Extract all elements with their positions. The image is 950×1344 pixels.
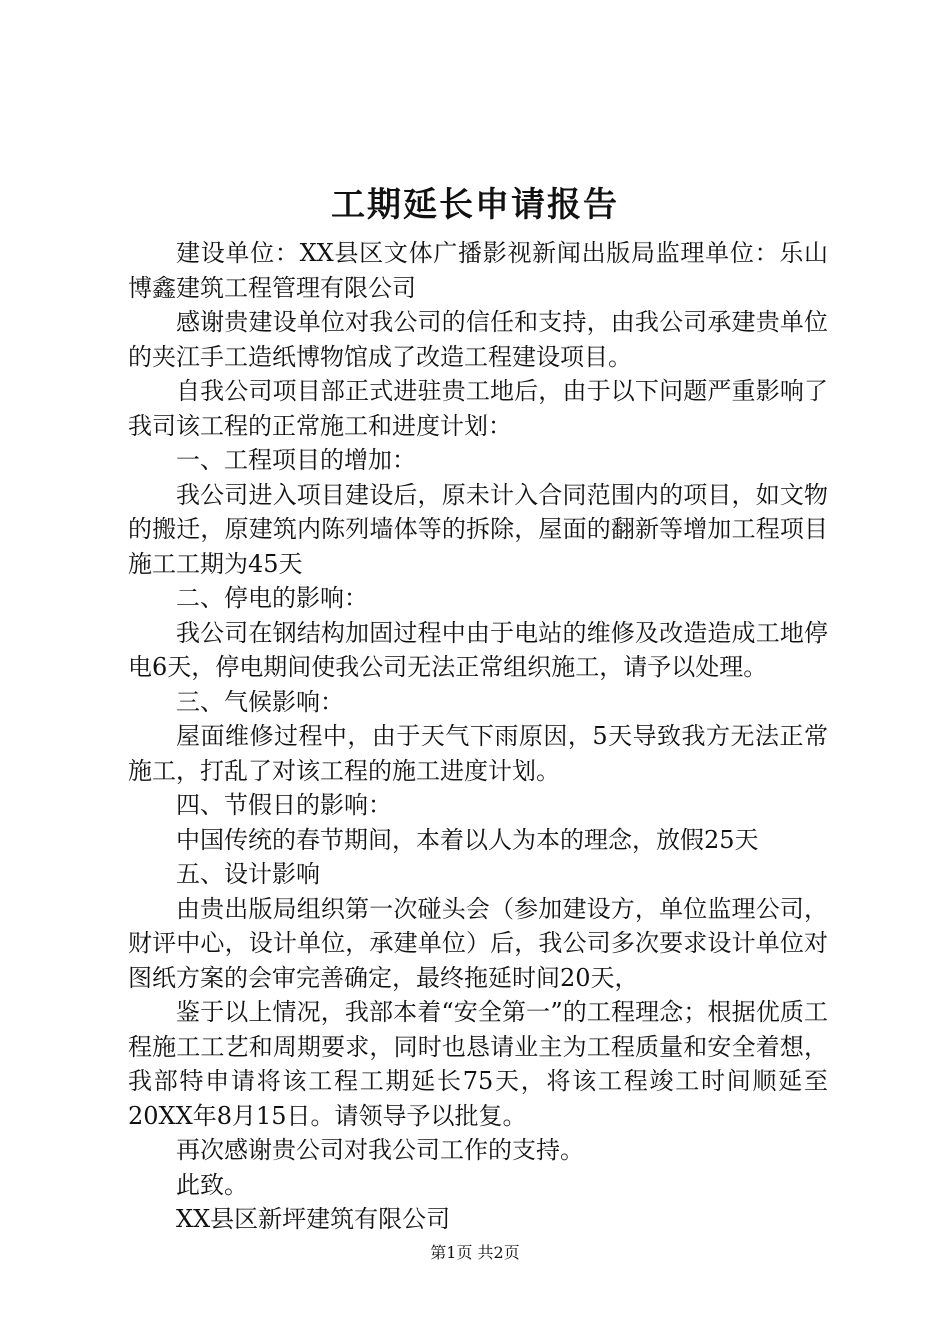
- paragraph-intro: 自我公司项目部正式进驻贵工地后，由于以下问题严重影响了我司该工程的正常施工和进度计划：: [128, 377, 828, 440]
- paragraph-recipients: 建设单位：XX县区文体广播影视新闻出版局监理单位：乐山博鑫建筑工程管理有限公司: [128, 239, 828, 302]
- paragraph-request: 鉴于以上情况，我部本着“安全第一”的工程理念；根据优质工程施工工艺和周期要求，同时也恳请业主为工程质量和安全着想，我部特申请将该工程工期延长75天，将该工程竣工时间顺延至20XX年8月15日。请领导予以批复。: [128, 998, 828, 1130]
- section-heading-1: 一、工程项目的增加：: [176, 446, 416, 474]
- paragraph-section-1: 我公司进入项目建设后，原未计入合同范围内的项目，如文物的搬迁，原建筑内陈列墙体等的拆除，屋面的翻新等增加工程项目施工工期为45天: [128, 480, 828, 578]
- paragraph-closing-thanks: 再次感谢贵公司对我公司工作的支持。: [176, 1136, 584, 1164]
- document-title: 工期延长申请报告: [331, 185, 619, 225]
- paragraph-salutation: 此致。: [176, 1170, 248, 1199]
- section-heading-5: 五、设计影响: [176, 860, 320, 888]
- paragraph-section-4: 中国传统的春节期间，本着以人为本的理念，放假25天: [176, 825, 759, 854]
- section-heading-2: 二、停电的影响：: [176, 584, 368, 612]
- paragraph-section-5: 由贵出版局组织第一次碰头会（参加建设方，单位监理公司，财评中心，设计单位，承建单位）后，我公司多次要求设计单位对图纸方案的会审完善确定，最终拖延时间20天，: [128, 894, 828, 992]
- paragraph-thanks: 感谢贵建设单位对我公司的信任和支持，由我公司承建贵单位的夹江手工造纸博物馆成了改造工程建设项目。: [128, 308, 828, 371]
- paragraph-section-3: 屋面维修过程中，由于天气下雨原因，5天导致我方无法正常施工，打乱了对该工程的施工进度计划。: [128, 722, 828, 785]
- paragraph-signature: XX县区新坪建筑有限公司: [176, 1205, 451, 1233]
- page-indicator: 第1页 共2页: [430, 1243, 520, 1262]
- document-body: [128, 236, 828, 1237]
- paragraph-section-2: 我公司在钢结构加固过程中由于电站的维修及改造造成工地停电6天，停电期间使我公司无法正常组织施工，请予以处理。: [128, 618, 828, 681]
- section-heading-3: 三、气候影响：: [176, 687, 344, 716]
- section-heading-4: 四、节假日的影响：: [176, 791, 392, 819]
